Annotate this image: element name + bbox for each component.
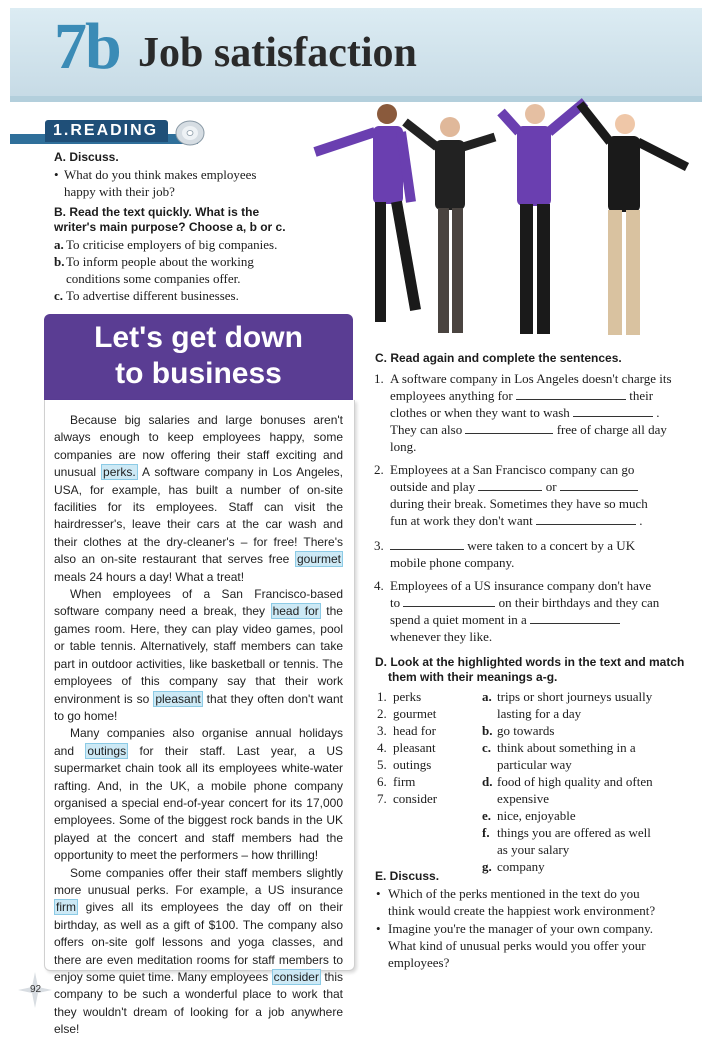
part-e-label: E. Discuss.	[375, 869, 440, 883]
part-d-label: D. Look at the highlighted words in the text and match them with their meanings a-g.	[375, 655, 685, 684]
word-item: 2. gourmet	[377, 706, 437, 721]
meaning-item: g. company	[482, 859, 545, 874]
highlight-outings: outings	[87, 743, 127, 758]
unit-number: 7b	[54, 10, 120, 83]
article-paragraph: Some companies offer their staff members slightly more unusual perks. For example, a US insurance firm gives all its employees the day off on their birthday, as well as a gift of $100. The company also offers on-site golf lessons and yoga classes, and there are even meditation rooms for staff members to enjoy some quiet time. Many employees consider this company to be such a wonderful place to work that they wouldn't dream of looking for a job anywhere else!	[54, 865, 344, 1037]
option-a: a. To criticise employers of big companies.	[54, 237, 278, 252]
article-title: Let's get down to business	[94, 321, 303, 390]
word-item: 6. firm	[377, 774, 416, 789]
audio-cd-icon	[174, 118, 206, 148]
meaning-item: b. go towards	[482, 723, 555, 738]
part-a-bullet: • What do you think makes employees happy with their job?	[54, 167, 257, 199]
meaning-item: e. nice, enjoyable	[482, 808, 576, 823]
person-1-figure	[315, 104, 421, 322]
article-text	[54, 412, 343, 1039]
word-item: 3. head for	[377, 723, 436, 738]
article-paragraph: When employees of a San Francisco-based software company need a break, they head for the games room. Here, they can play video games, pool or table tennis. Alternatively, staff members can take part in outdoor activities, like basketball or tennis. The employees of this company say that their work environment is so pleasant that they often don't want to go home!	[54, 587, 343, 723]
highlight-consider: consider	[273, 970, 319, 984]
page-title: Job satisfaction	[138, 30, 417, 76]
person-4-figure	[580, 104, 687, 335]
meaning-item: f. things you are offered as well as your salary	[482, 825, 651, 857]
celebrating-employees-photo	[295, 92, 695, 342]
highlight-pleasant: pleasant	[155, 691, 201, 706]
part-c-questions	[374, 370, 694, 645]
part-e-bullets	[374, 885, 696, 971]
question-1: 1. A software company in Los Angeles doesn't charge its employees anything for their clothes or when they want to wash . They can also free of charge all day long.	[374, 371, 672, 454]
word-item: 1. perks	[377, 689, 422, 704]
part-c-label: C. Read again and complete the sentences.	[375, 351, 622, 365]
word-list	[377, 688, 477, 807]
question-3: 3. were taken to a concert by a UK mobile phone company.	[374, 538, 636, 570]
option-c: c. To advertise different businesses.	[54, 288, 239, 303]
question-2: 2. Employees at a San Francisco company can go outside and play or during their break. Sometimes they have so much fun at work they don't want .	[374, 462, 648, 528]
meaning-item: c. think about something in a particular way	[482, 740, 636, 772]
part-b-label: B. Read the text quickly. What is the writer's main purpose? Choose a, b or c.	[54, 205, 286, 234]
highlight-perks: perks.	[103, 465, 136, 480]
section-label: 1.READING	[45, 120, 168, 142]
question-4: 4. Employees of a US insurance company don't have to on their birthdays and they can spend a quiet moment in a whenever they like.	[374, 578, 660, 644]
part-a-label: A. Discuss.	[54, 150, 119, 164]
highlight-firm: firm	[56, 900, 76, 915]
discussion-bullet: • Imagine you're the manager of your own company. What kind of unusual perks would you offer your employees?	[376, 921, 654, 970]
highlight-head-for: head for	[272, 604, 319, 619]
highlight-gourmet: gourmet	[296, 552, 341, 567]
article-paragraph: Many companies also organise annual holidays and outings for their staff. Last year, a US supermarket chain took all its employees white-water rafting. And, in the UK, a mobile phone company organised a special end-of-year concert for its 17,000 employees. Some of the biggest rock bands in the UK played at the concert and staff members had the opportunity to meet the performers – how thrilling!	[54, 726, 343, 863]
word-item: 7. consider	[377, 791, 438, 806]
article-paragraph: Because big salaries and large bonuses aren't always enough to keep employees happy, some companies are now offering their staff exciting and unusual perks. A software company in Los Angeles, USA, for example, has built a number of on-site facilities for its employees. Staff can visit the hairdresser's, leave their cars at the car wash and their clothes at the dry-cleaner's – for free! There's also an on-site restaurant that serves free gourmet meals 24 hours a day! What a treat!	[54, 413, 343, 584]
page-number: 92	[30, 984, 42, 995]
part-b-options	[54, 236, 299, 304]
person-3-figure	[501, 102, 585, 334]
meaning-item: a. trips or short journeys usually lasting for a day	[482, 689, 653, 721]
word-item: 4. pleasant	[377, 740, 436, 755]
discussion-bullet: • Which of the perks mentioned in the text do you think would create the happiest work environment?	[376, 886, 656, 918]
meaning-list	[482, 688, 697, 875]
meaning-item: d. food of high quality and often expensive	[482, 774, 653, 806]
option-b: b. To inform people about the working conditions some companies offer.	[54, 254, 254, 286]
word-item: 5. outings	[377, 757, 432, 772]
